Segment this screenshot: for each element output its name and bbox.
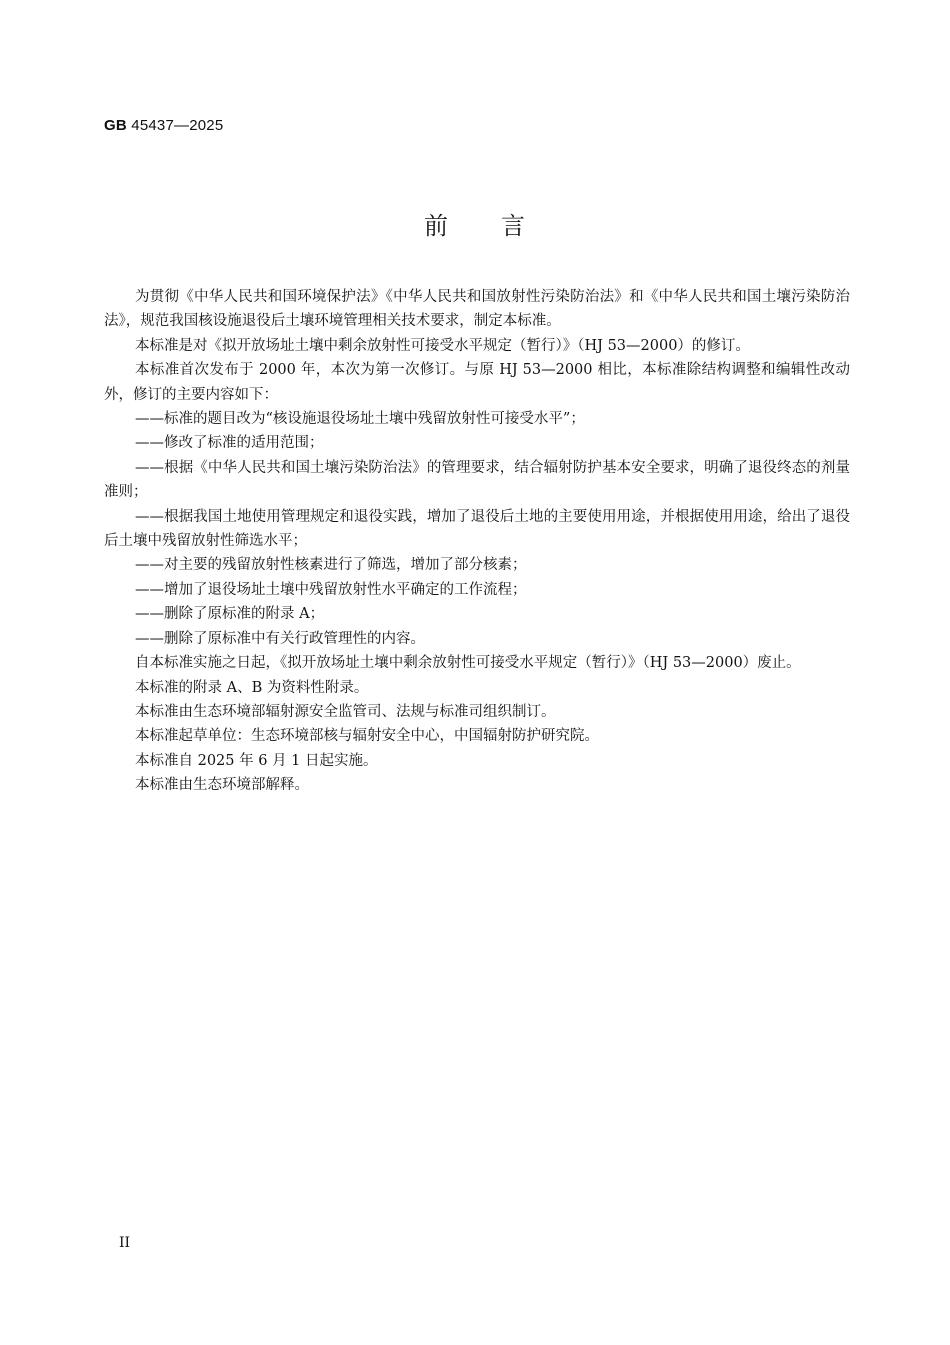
page-title-char-1: 前 [424,212,449,240]
list-item-title-change: ——标准的题目改为“核设施退役场址土壤中残留放射性可接受水平”； [135,411,585,428]
paragraph-appendix: 本标准的附录 A、B 为资料性附录。 [135,679,369,696]
standard-code-number: 45437—2025 [131,117,224,134]
standard-code [104,117,223,134]
paragraph-drafters: 本标准起草单位：生态环境部核与辐射安全中心，中国辐射防护研究院。 [135,728,599,745]
standard-code-prefix: GB [104,117,127,134]
paragraph-effective-date: 本标准自 2025 年 6 月 1 日起实施。 [135,752,378,769]
list-item-appendix-removed: ——删除了原标准的附录 A； [135,606,325,623]
list-item-admin-removed: ——删除了原标准中有关行政管理性的内容。 [135,630,425,647]
list-item-dose-criteria: ——根据《中华人民共和国土壤污染防治法》的管理要求，结合辐射防护基本安全要求，明确了退役终态的剂量准则； [104,459,850,501]
list-item-workflow: ——增加了退役场址土壤中残留放射性水平确定的工作流程； [135,581,527,598]
list-item-scope-change: ——修改了标准的适用范围； [135,435,324,452]
page-number: II [119,1235,131,1251]
paragraph-organizer: 本标准由生态环境部辐射源安全监管司、法规与标准司组织制订。 [135,703,556,720]
paragraph-interpretation: 本标准由生态环境部解释。 [135,777,309,794]
paragraph-revision-of: 本标准是对《拟开放场址土壤中剩余放射性可接受水平规定（暂行）》（HJ 53—2000）的修订。 [135,337,750,354]
preface-body [104,285,850,798]
list-item-land-use: ——根据我国土地使用管理规定和退役实践，增加了退役后土地的主要使用用途，并根据使用用途，给出了退役后土壤中残留放射性筛选水平； [104,508,850,550]
page-title-char-2: 言 [501,212,526,240]
paragraph-purpose: 为贯彻《中华人民共和国环境保护法》《中华人民共和国放射性污染防治法》和《中华人民共和国土壤污染防治法》，规范我国核设施退役后土壤环境管理相关技术要求，制定本标准。 [104,289,850,330]
paragraph-history: 本标准首次发布于 2000 年，本次为第一次修订。与原 HJ 53—2000 相比，本标准除结构调整和编辑性改动外，修订的主要内容如下： [104,362,850,403]
page-title [0,206,950,241]
list-item-nuclides: ——对主要的残留放射性核素进行了筛选，增加了部分核素； [135,557,527,574]
paragraph-abolish: 自本标准实施之日起，《拟开放场址土壤中剩余放射性可接受水平规定（暂行）》（HJ 53—2000）废止。 [135,655,801,672]
